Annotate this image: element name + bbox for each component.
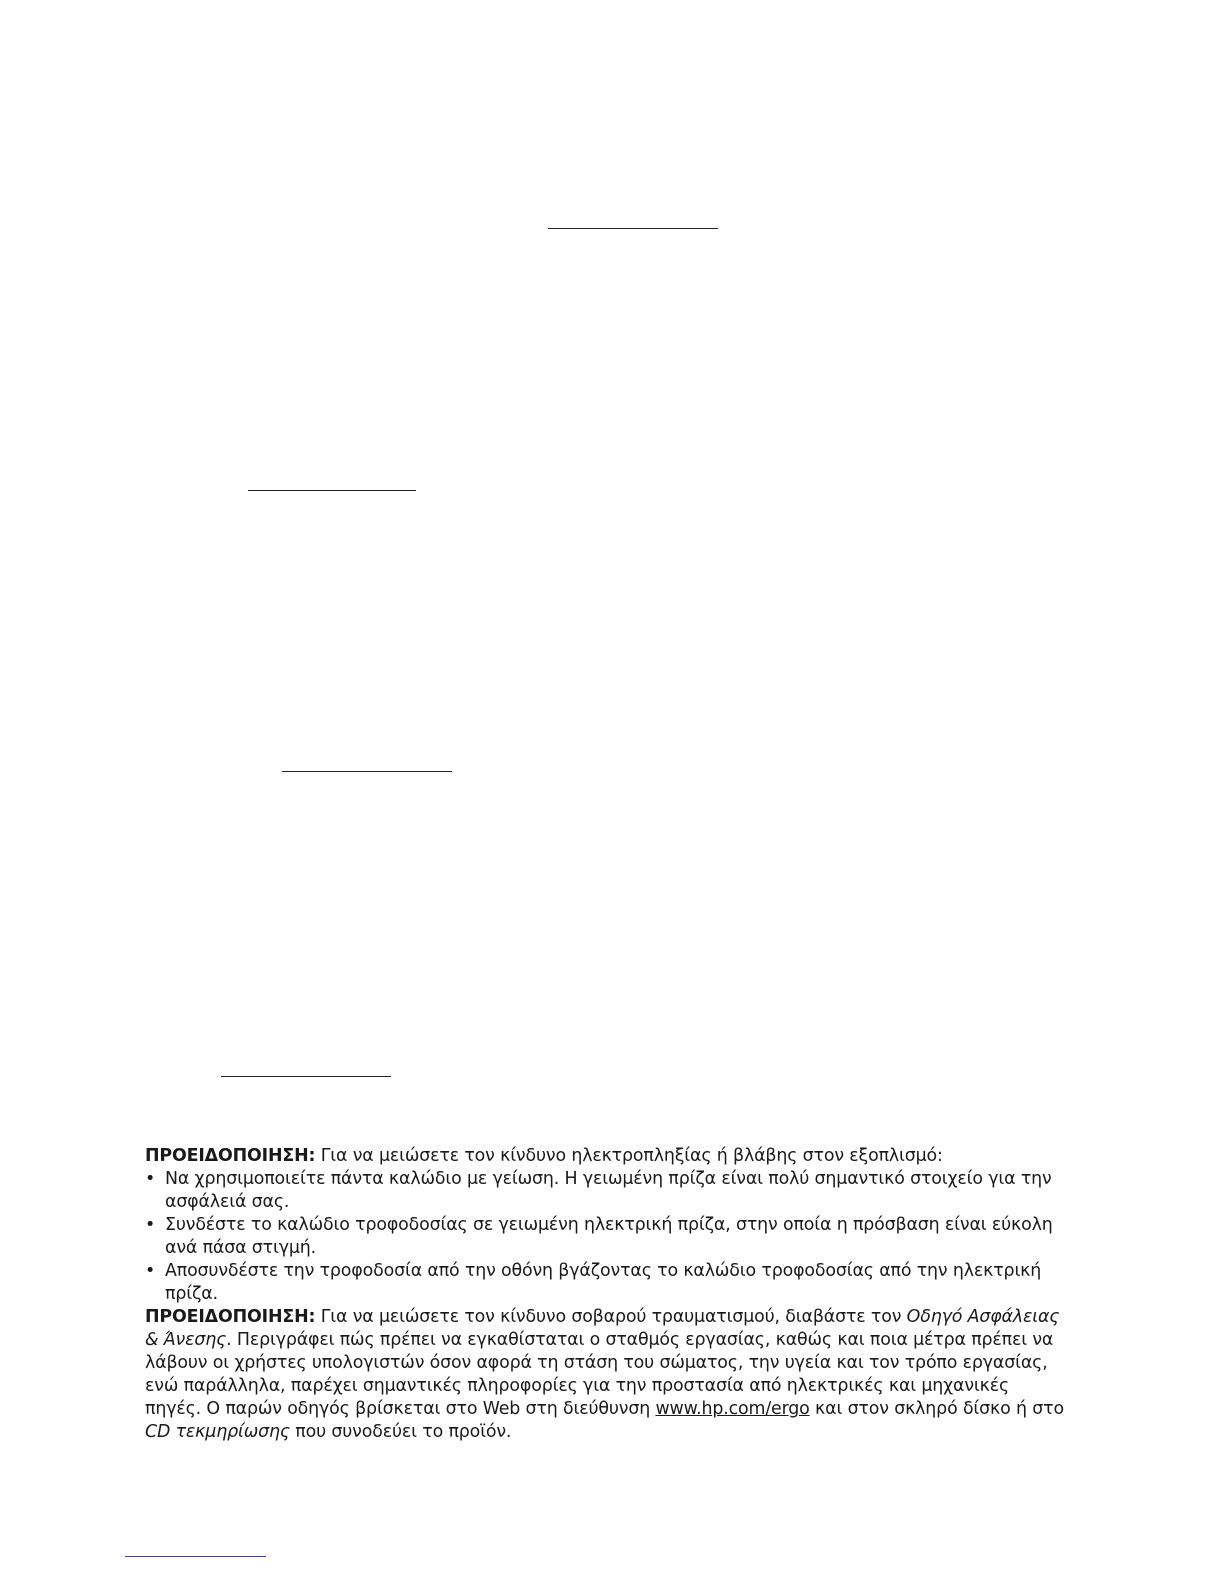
warning-2-paragraph bbox=[145, 1306, 1065, 1444]
underline-rule-4 bbox=[221, 1076, 391, 1077]
underline-rule-1 bbox=[548, 228, 718, 229]
bullet-icon: • bbox=[145, 1215, 156, 1235]
ergo-link[interactable]: www.hp.com/ergo bbox=[655, 1399, 810, 1419]
warning-1-text: Για να μειώσετε τον κίνδυνο ηλεκτροπληξίας ή βλάβης στον εξοπλισμό: bbox=[320, 1146, 943, 1166]
warning-2-text-a: Για να μειώσετε τον κίνδυνο σοβαρού τραυματισμού, διαβάστε τον bbox=[320, 1307, 902, 1327]
warning-2-text-d: που συνοδεύει το προϊόν. bbox=[295, 1422, 512, 1442]
list-item bbox=[145, 1214, 1065, 1260]
warning-2-text-c: και στον σκληρό δίσκο ή στο bbox=[815, 1399, 1064, 1419]
warning-2-label: ΠΡΟΕΙΔΟΠΟΙΗΣΗ: bbox=[145, 1307, 316, 1327]
bullet-icon: • bbox=[145, 1169, 156, 1189]
bullet-text: Αποσυνδέστε την τροφοδοσία από την οθόνη βγάζοντας το καλώδιο τροφοδοσίας από την ηλεκτρική πρίζα. bbox=[165, 1261, 1042, 1304]
cd-title: CD τεκμηρίωσης bbox=[145, 1422, 290, 1442]
bullet-icon: • bbox=[145, 1261, 156, 1281]
bullet-text: Συνδέστε το καλώδιο τροφοδοσίας σε γειωμένη ηλεκτρική πρίζα, στην οποία η πρόσβαση είναι εύκολη ανά πάσα στιγμή. bbox=[165, 1215, 1053, 1258]
warning-block bbox=[145, 1145, 1065, 1444]
underline-rule-2 bbox=[248, 490, 416, 491]
warning-1-label: ΠΡΟΕΙΔΟΠΟΙΗΣΗ: bbox=[145, 1146, 316, 1166]
guide-title: Οδηγό Ασφάλειας & Άνεσης bbox=[145, 1307, 1060, 1350]
list-item bbox=[145, 1168, 1065, 1214]
bullet-text: Να χρησιμοποιείτε πάντα καλώδιο με γείωση. Η γειωμένη πρίζα είναι πολύ σημαντικό στοιχείο για την ασφάλειά σας. bbox=[165, 1169, 1052, 1212]
list-item bbox=[145, 1260, 1065, 1306]
footer-rule bbox=[125, 1556, 266, 1557]
warning-2-text-b: . Περιγράφει πώς πρέπει να εγκαθίσταται ο σταθμός εργασίας, καθώς και ποια μέτρα πρέπει να λάβουν οι χρήστες υπολογιστών όσον αφορά τη στάση του σώματος, την υγεία και τον τρόπο εργασίας, ενώ παράλληλα, παρέχει σημαντικές πληροφορίες για την προστασία από ηλεκτρικές και μηχανικές πηγές. Ο παρών οδηγός βρίσκεται στο Web στη διεύθυνση bbox=[145, 1330, 1054, 1419]
underline-rule-3 bbox=[282, 771, 452, 772]
warning-1-bullet-list bbox=[145, 1168, 1065, 1306]
warning-1-intro bbox=[145, 1145, 1065, 1168]
